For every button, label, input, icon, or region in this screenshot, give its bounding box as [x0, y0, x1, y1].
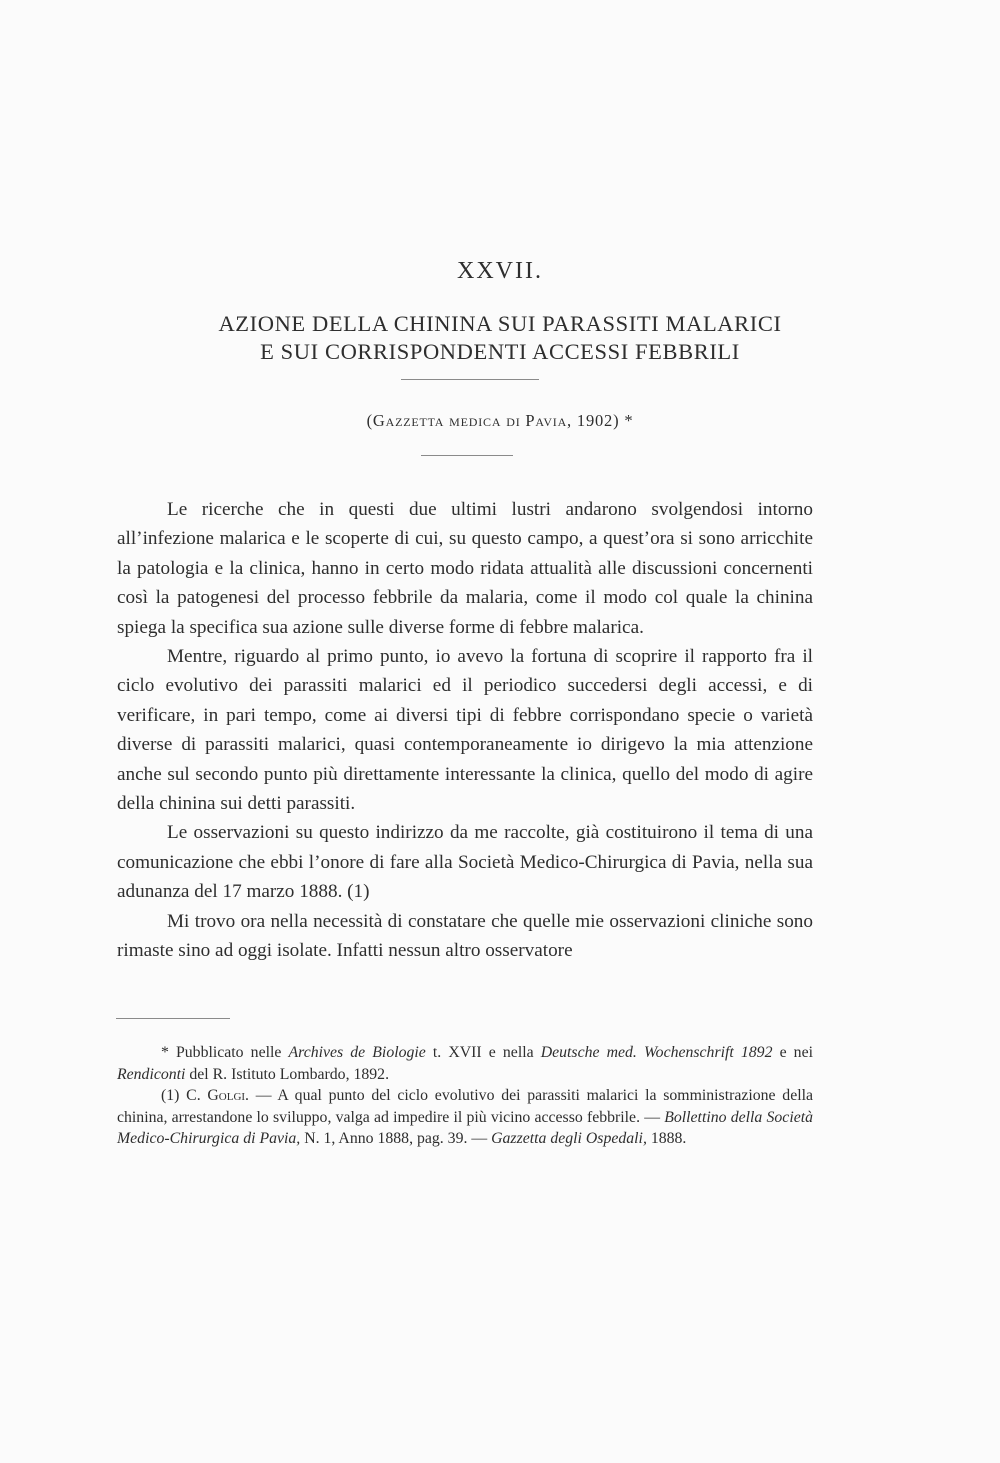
paragraph-3	[117, 818, 813, 906]
title-line-2: E SUI CORRISPONDENTI ACCESSI FEBBRILI	[260, 339, 740, 364]
chapter-title	[0, 310, 1000, 366]
body-text	[117, 495, 813, 966]
footnotes	[117, 1042, 813, 1150]
paragraph-2: Mentre, riguardo al primo punto, io avevo la fortuna di scoprire il rapporto fra il ciclo evolutivo dei parassiti malarici ed il periodico succedersi degli accessi, e di verificare, in pari tempo, come ai diversi tipi di febbre corrispondano specie o varietà diverse di parassiti malarici, quasi contemporaneamente io dirigevo la mia attenzione anche sul secondo punto più direttamente interessante la clinica, quello del modo di agire della chinina sui detti parassiti.	[117, 646, 813, 815]
footnote-1-author: C. Golgi.	[186, 1087, 250, 1104]
footnote-reference[interactable]: (1)	[347, 881, 370, 903]
title-line-1: AZIONE DELLA CHININA SUI PARASSITI MALARICI	[218, 311, 782, 336]
footnote-star-prefix: * Pubblicato nelle	[161, 1044, 289, 1061]
paragraph-4: Mi trovo ora nella necessità di constatare che quelle mie osservazioni cliniche sono rimaste sino ad oggi isolate. Infatti nessun altro osservatore	[117, 910, 813, 962]
chapter-number: XXVII.	[457, 258, 543, 284]
journal-bollettino: Bollettino della Società Medico-Chirurgica di Pavia,	[117, 1108, 814, 1147]
footnote-1-text: — A qual punto del ciclo evolutivo dei parassiti malarici la somministrazione della chinina, arrestandone lo sviluppo, valga ad impedire il più vicino accesso febbrile. —	[117, 1087, 813, 1126]
paragraph-1: Le ricerche che in questi due ultimi lustri andarono svolgendosi intorno all’infezione malarica e le scoperte di cui, su questo campo, a quest’ora si sono arricchite la patologia e la clinica, hanno in certo modo ridata attualità alle discussioni concernenti così la patogenesi del processo febbrile da malaria, come il modo col quale la chinina spiega la specifica sua azione sulle diverse forme di febbre malarica.	[117, 499, 813, 638]
footnote-1-marker: (1)	[161, 1087, 187, 1104]
title-rule	[401, 379, 539, 380]
footnote-star-end: del R. Istituto Lombardo, 1892.	[185, 1065, 390, 1083]
source-rule	[421, 455, 513, 456]
journal-rendiconti: Rendiconti	[117, 1065, 186, 1083]
journal-archives: Archives de Biologie	[288, 1044, 426, 1061]
journal-deutsche: Deutsche med. Wochenschrift 1892	[540, 1044, 773, 1061]
paragraph-3-text: Le osservazioni su questo indirizzo da me raccolte, già costituirono il tema di una comunicazione che ebbi l’onore di fare alla Società Medico-Chirurgica di Pavia, nella sua adunanza del 17 marzo 1888.	[117, 822, 813, 903]
footnote-separator	[116, 1018, 230, 1019]
footnote-1-end: 1888.	[646, 1130, 687, 1147]
footnote-star-mid1: t. XVII e nella	[425, 1044, 541, 1061]
journal-gazzetta-ospedali: Gazzetta degli Ospedali,	[491, 1130, 647, 1147]
footnote-1-mid: N. 1, Anno 1888, pag. 39. —	[300, 1130, 492, 1147]
source-citation: (Gazzetta medica di Pavia, 1902) *	[366, 411, 634, 430]
footnote-1	[117, 1085, 813, 1150]
footnote-star	[117, 1042, 813, 1085]
footnote-star-mid2: e nei	[772, 1044, 813, 1061]
